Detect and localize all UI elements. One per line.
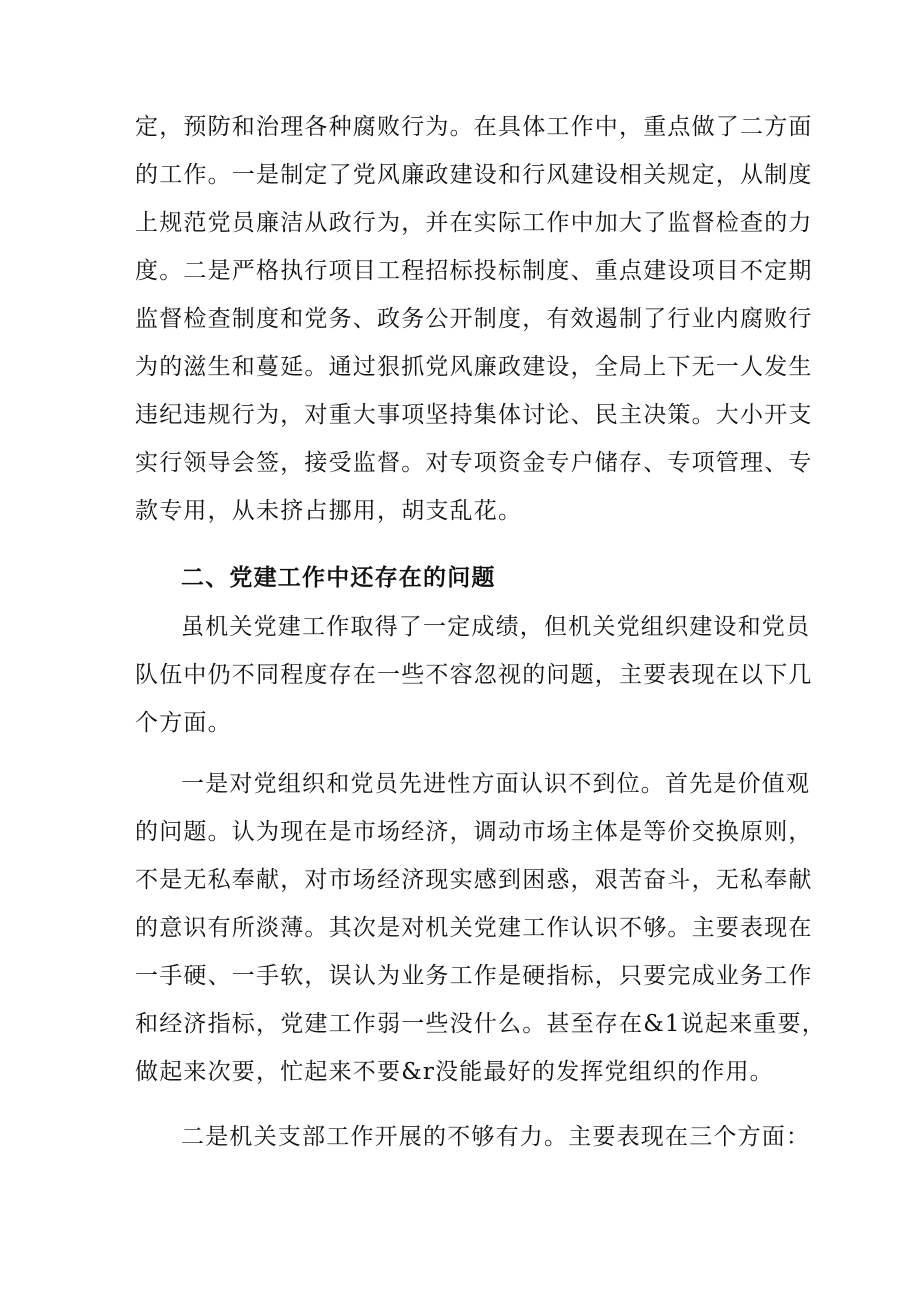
paragraph-intro xyxy=(135,603,813,747)
paragraph-point-two xyxy=(135,1113,810,1161)
paragraph-point-one xyxy=(135,760,826,1144)
text-line: 个方面。 xyxy=(135,710,232,736)
text-line: 定，预防和治理各种腐败行为。在具体工作中，重点做了二方面 xyxy=(135,114,813,140)
text-line: 上规范党员廉洁从政行为，并在实际工作中加大了监督检查的力 xyxy=(135,210,813,236)
text-line: 和经济指标，党建工作弱一些没什么。甚至存在&1说起来重要， xyxy=(135,1011,826,1037)
text-line: 实行领导会签，接受监督。对专项资金专户储存、专项管理、专 xyxy=(135,450,813,476)
section-heading: 二、党建工作中还存在的问题 xyxy=(181,564,496,591)
text-line: 监督检查制度和党务、政务公开制度，有效遏制了行业内腐败行 xyxy=(135,306,813,332)
text-line: 的意识有所淡薄。其次是对机关党建工作认识不够。主要表现在 xyxy=(135,915,813,941)
text-line: 的问题。认为现在是市场经济，调动市场主体是等价交换原则， xyxy=(135,819,813,845)
paragraph-continuation xyxy=(135,103,813,535)
text-line: 虽机关党建工作取得了一定成绩，但机关党组织建设和党员 xyxy=(181,614,811,640)
text-line: 度。二是严格执行项目工程招标投标制度、重点建设项目不定期 xyxy=(135,258,813,284)
text-line: 做起来次要，忙起来不要&r没能最好的发挥党组织的作用。 xyxy=(135,1059,774,1085)
text-line: 款专用，从未挤占挪用，胡支乱花。 xyxy=(135,498,523,524)
text-line: 违纪违规行为，对重大事项坚持集体讨论、民主决策。大小开支 xyxy=(135,402,813,428)
text-line: 的工作。一是制定了党风廉政建设和行风建设相关规定，从制度 xyxy=(135,162,813,188)
text-line: 为的滋生和蔓延。通过狠抓党风廉政建设，全局上下无一人发生 xyxy=(135,354,813,380)
text-line: 一手硬、一手软，误认为业务工作是硬指标，只要完成业务工作 xyxy=(135,963,813,989)
text-line: 一是对党组织和党员先进性方面认识不到位。首先是价值观 xyxy=(181,771,811,797)
text-line: 不是无私奉献，对市场经济现实感到困惑，艰苦奋斗，无私奉献 xyxy=(135,867,813,893)
section-heading-block xyxy=(135,554,496,602)
text-line: 二是机关支部工作开展的不够有力。主要表现在三个方面： xyxy=(181,1124,811,1150)
text-line: 队伍中仍不同程度存在一些不容忽视的问题，主要表现在以下几 xyxy=(135,662,813,688)
